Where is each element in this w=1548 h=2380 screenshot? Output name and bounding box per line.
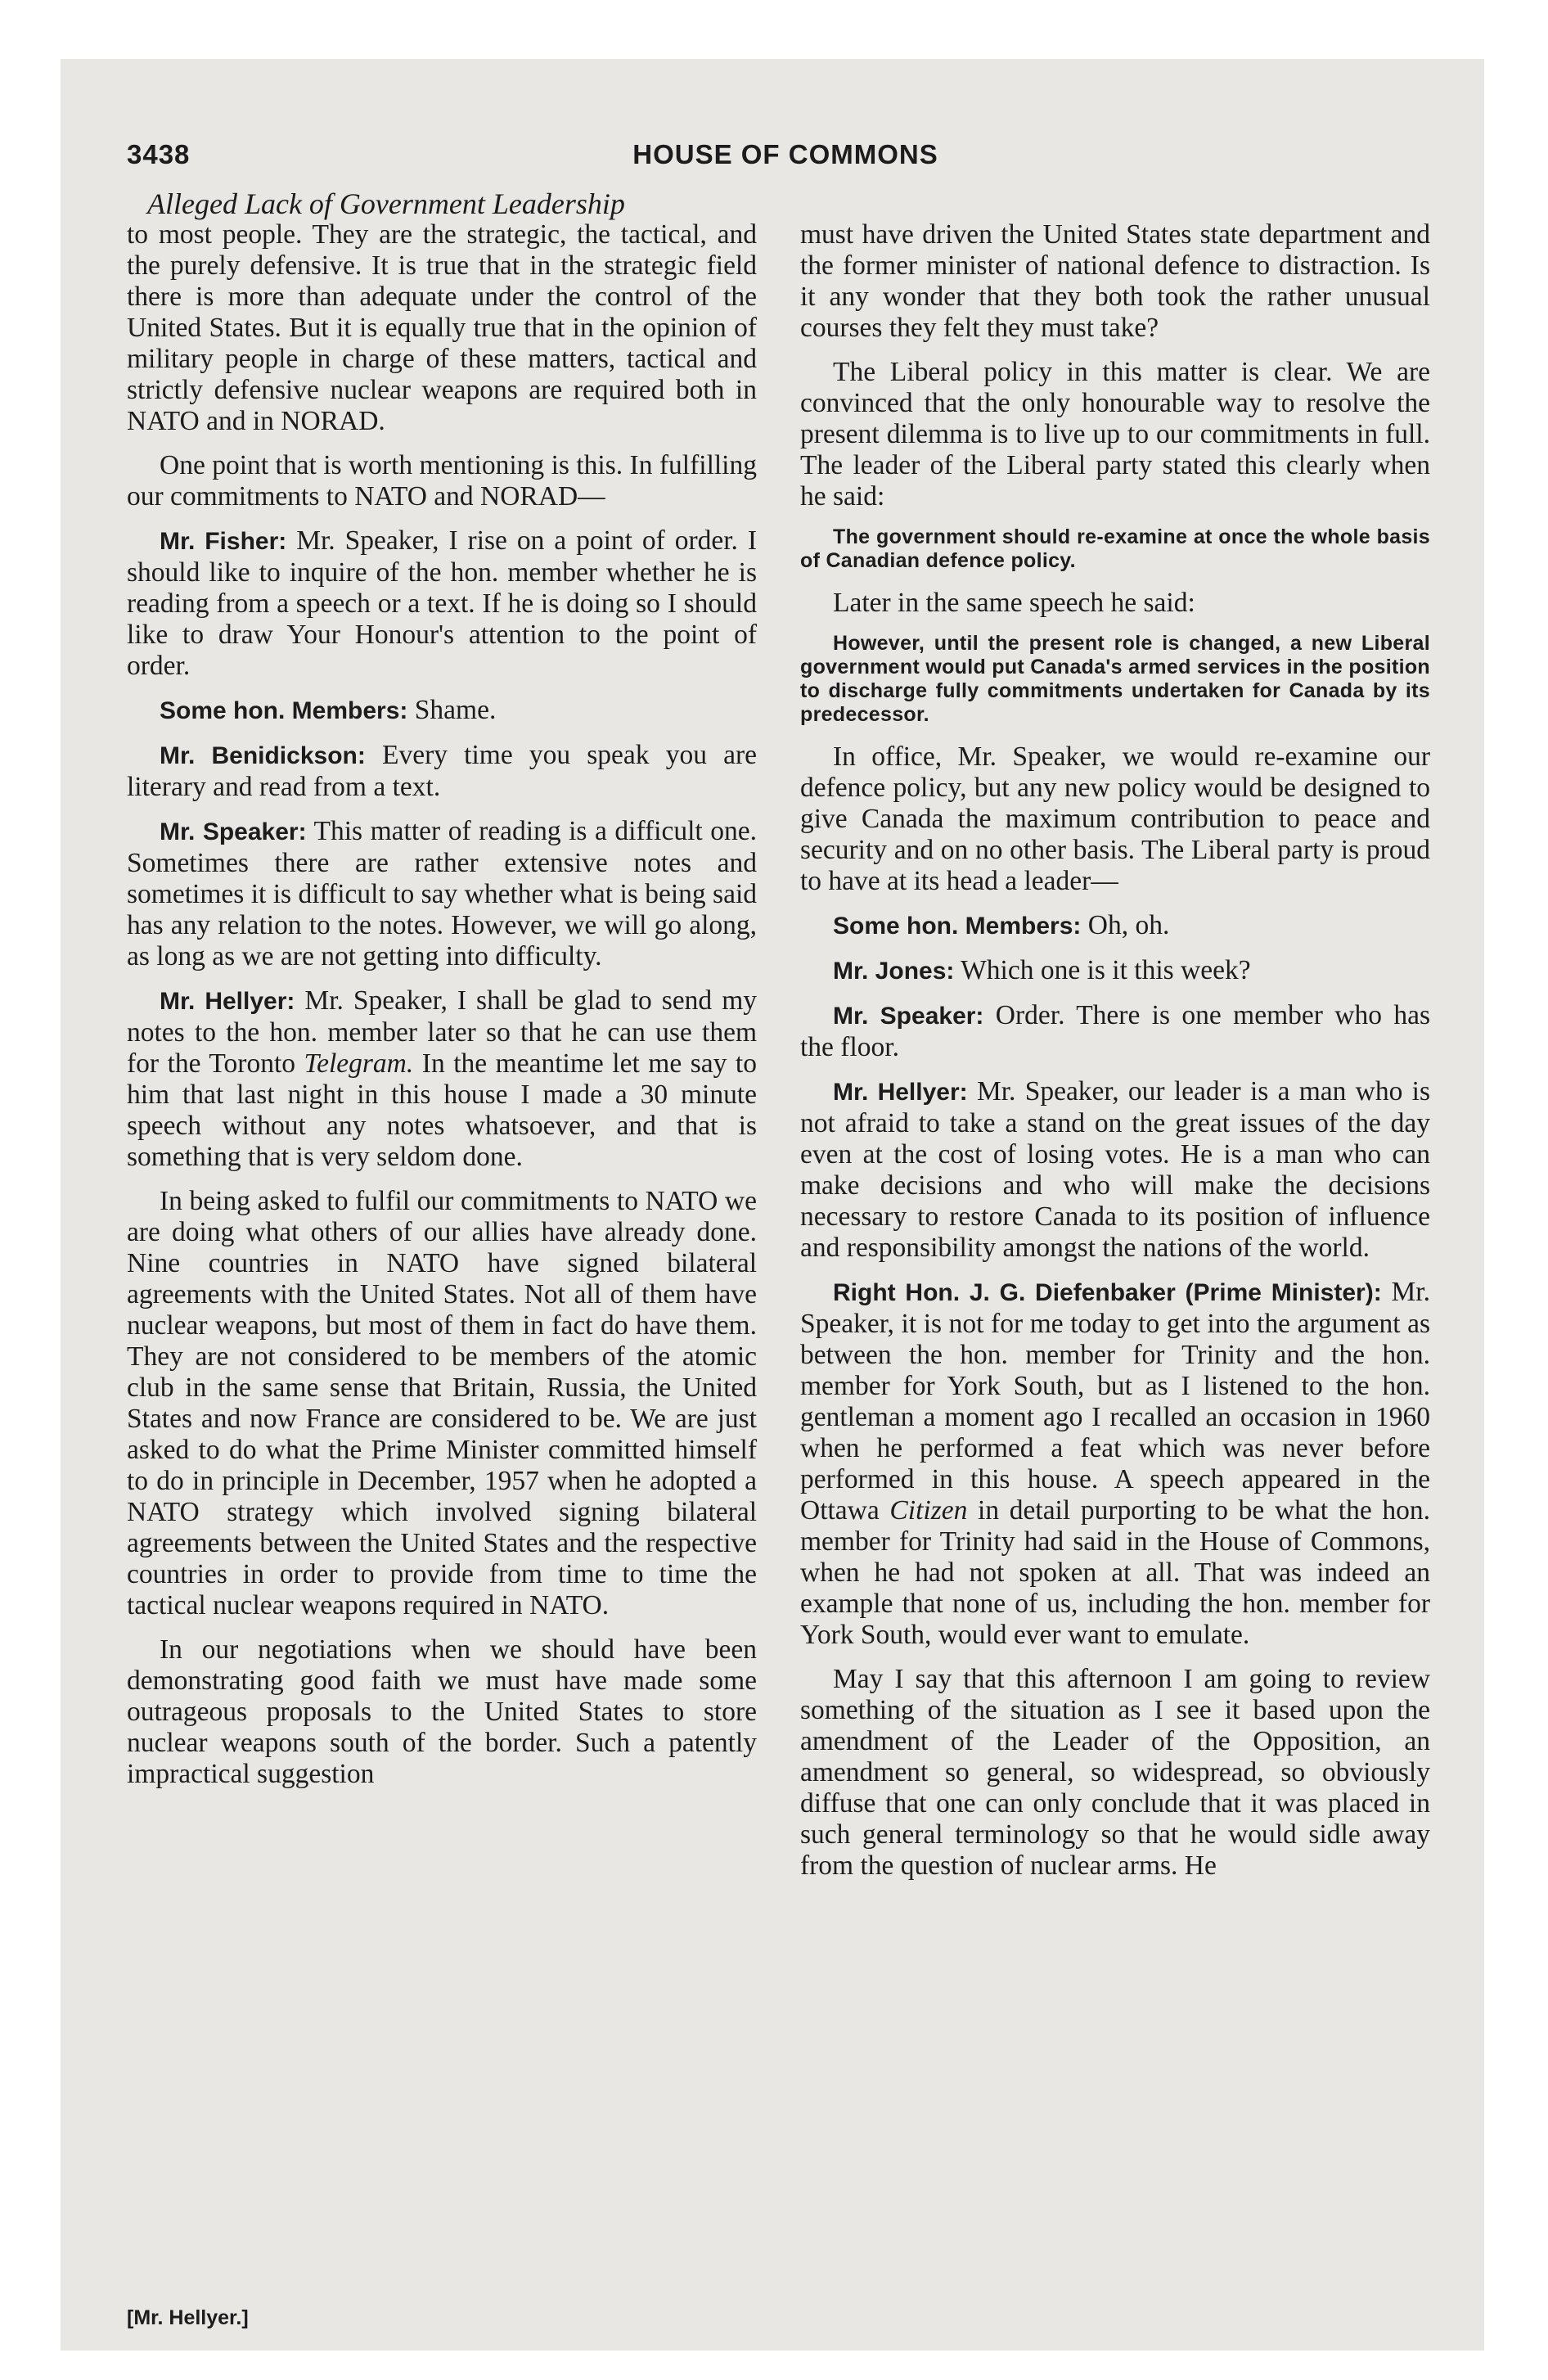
speech-paragraph [127, 816, 757, 972]
paragraph: The Liberal policy in this matter is clear. We are convinced that the only honourable way to resolve the present dilemma is to live up to our commitments in full. The leader of the Liberal party stated this clearly when he said: [800, 357, 1430, 512]
speech-paragraph [127, 695, 757, 727]
speaker-name: Some hon. Members: [160, 697, 408, 724]
speech-paragraph [800, 1277, 1430, 1651]
speech-paragraph [127, 985, 757, 1173]
page-number: 3438 [127, 139, 191, 169]
speech-text: Order. There is one member who has the floor. [800, 1000, 1430, 1062]
page-footer: [Mr. Hellyer.] [127, 2306, 249, 2329]
block-quote [800, 525, 1430, 573]
speech-text: Mr. Speaker, I shall be glad to send my notes to the hon. member later so that he can use them for the Toronto [127, 985, 758, 1079]
page-header [127, 139, 1444, 180]
paragraph: Later in the same speech he said: [833, 588, 1195, 618]
speech-paragraph [127, 525, 757, 682]
paragraph: to most people. They are the strategic, the tactical, and the purely defensive. It is true that in the strategic field there is more than adequate under the control of the United States. But it is equally true that in the opinion of military people in charge of these matters, tactical and strictly defensive nuclear weapons are required both in NATO and in NORAD. [127, 219, 757, 436]
page-title: HOUSE OF COMMONS [632, 139, 938, 169]
speech-paragraph [800, 955, 1430, 987]
newspaper-title: Citizen [889, 1495, 968, 1526]
speech-text: in detail purporting to be what the hon. member for Trinity had said in the House of Commons, when he had not spoken at all. That was indeed an example that none of us, including the hon. member for York South, would ever want to emulate. [800, 1495, 1430, 1650]
speech-text: Mr. Speaker, it is not for me today to get into the argument as between the hon. member for Trinity and the hon. member for York South, but as I listened to the hon. gentleman a moment ago I recalled an occasion in 1960 when he performed a feat which was never before performed in this house. A speech appeared in the Ottawa [800, 1277, 1430, 1526]
speaker-name: Mr. Benidickson: [160, 742, 366, 769]
paragraph: One point that is worth mentioning is this. In fulfilling our commitments to NATO and NORAD— [127, 450, 757, 512]
left-column [127, 219, 757, 1803]
speaker-name: Mr. Speaker: [160, 818, 307, 845]
quote-text: The government should re-examine at once the whole basis of Canadian defence policy. [800, 525, 1430, 572]
speech-text: This matter of reading is a difficult one. Sometimes there are rather extensive notes and sometimes it is difficult to say whether what is being said has any relation to the notes. However, we will go along, as long as we are not getting into difficulty. [127, 816, 757, 971]
speech-text: Every time you speak you are literary and read from a text. [127, 740, 758, 802]
speaker-name: Right Hon. J. G. Diefenbaker (Prime Minister): [833, 1279, 1382, 1306]
speaker-name: Some hon. Members: [833, 913, 1082, 940]
speaker-name: Mr. Fisher: [160, 528, 287, 555]
paragraph: In being asked to fulfil our commitments to NATO we are doing what others of our allies have already done. Nine countries in NATO have signed bilateral agreements with the United States. Not all of them have nuclear weapons, but most of them in fact do have them. They are not considered to be members of the atomic club in the same sense that Britain, Russia, the United States and now France are considered to be. We are just asked to do what the Prime Minister committed himself to do in principle in December, 1957 when he adopted a NATO strategy which involved signing bilateral agreements between the United States and the respective countries in order to provide from time to time the tactical nuclear weapons required in NATO. [127, 1186, 757, 1620]
paragraph: must have driven the United States state department and the former minister of national defence to distraction. Is it any wonder that they both took the rather unusual courses they felt they must take? [800, 219, 1430, 343]
quote-text: However, until the present role is changed, a new Liberal government would put Canada's armed services in the position to discharge fully commitments undertaken for Canada by its predecessor. [800, 632, 1430, 726]
speaker-name: Mr. Speaker: [833, 1003, 984, 1030]
speaker-name: Mr. Hellyer: [160, 988, 295, 1015]
newspaper-title: Telegram. [304, 1048, 414, 1079]
speech-paragraph [127, 740, 757, 803]
speaker-name: Mr. Hellyer: [833, 1079, 968, 1106]
speech-paragraph [800, 1076, 1430, 1264]
speech-text: Shame. [407, 695, 497, 725]
speech-paragraph [800, 910, 1430, 942]
running-subtitle: Alleged Lack of Government Leadership [147, 187, 625, 220]
speech-text: In the meantime let me say to him that last night in this house I made a 30 minute speech without any notes whatsoever, and that is something that is very seldom done. [127, 1048, 757, 1172]
speech-text: Oh, oh. [1081, 910, 1170, 940]
paragraph: In our negotiations when we should have been demonstrating good faith we must have made some outrageous proposals to the United States to store nuclear weapons south of the border. Such a patently impractical suggestion [127, 1634, 757, 1789]
speech-text: Which one is it this week? [954, 955, 1251, 985]
speech-paragraph [800, 1000, 1430, 1063]
paragraph: In office, Mr. Speaker, we would re-examine our defence policy, but any new policy would be designed to give Canada the maximum contribution to peace and security and on no other basis. The Liberal party is proud to have at its head a leader— [800, 741, 1430, 896]
speaker-name: Mr. Jones: [833, 958, 955, 985]
block-quote [800, 632, 1430, 727]
paragraph: May I say that this afternoon I am going to review something of the situation as I see it based upon the amendment of the Leader of the Opposition, an amendment so general, so widespread, so obviously diffuse that one can only conclude that it was placed in such general terminology so that he would sidle away from the question of nuclear arms. He [800, 1664, 1430, 1881]
speech-text: Mr. Speaker, I rise on a point of order. I should like to inquire of the hon. member whether he is reading from a speech or a text. If he is doing so I should like to draw Your Honour's attention to the point of order. [127, 525, 757, 681]
right-column [800, 219, 1430, 1895]
speech-text: Mr. Speaker, our leader is a man who is not afraid to take a stand on the great issues of the day even at the cost of losing votes. He is a man who can make decisions and who will make the decisions necessary to restore Canada to its position of influence and responsibility amongst the nations of the world. [800, 1076, 1430, 1263]
